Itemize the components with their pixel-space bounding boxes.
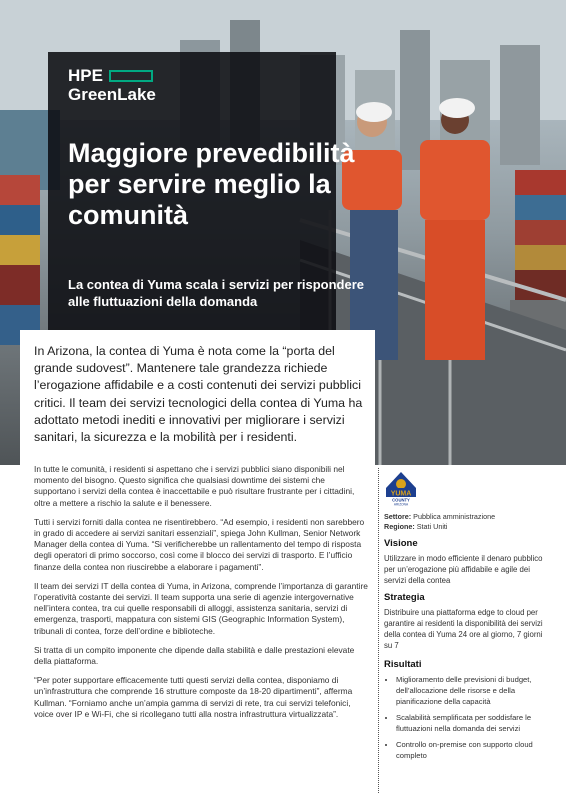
intro-paragraph: In Arizona, la contea di Yuma è nota come la “porta del grande sudovest”. Mantenere tale grandezza richiede l’erogazione affidabile e a costi contenuti dei servizi pubblici critici. Il team dei servizi tecnologici della contea di Yuma ha adottato metodi inediti e innovativi per migliorare i servizi sanitari, la sicurezza e la mobilità per i residenti. — [34, 344, 363, 445]
body-paragraph: Si tratta di un compito imponente che dipende dalla stabilità e dalle prestazioni elevate della piattaforma. — [34, 644, 355, 667]
strategy-section — [384, 592, 549, 651]
vision-text: Utilizzare in modo efficiente il denaro pubblico per un’erogazione più affidabile e agile dei servizi della contea — [384, 554, 543, 585]
hpe-element-icon — [109, 70, 153, 82]
sector-label: Settore: — [384, 512, 412, 521]
page-title: Maggiore prevedibilità per servire meglio la comunità — [68, 138, 355, 230]
sector-value: Pubblica amministrazione — [413, 512, 496, 521]
page-subtitle: La contea di Yuma scala i servizi per rispondere alle fluttuazioni della domanda — [68, 277, 364, 309]
region-value: Stati Uniti — [416, 522, 448, 531]
hpe-greenlake-logo — [68, 66, 156, 104]
brand-hpe: HPE — [68, 66, 103, 85]
body-paragraph: Il team dei servizi IT della contea di Yuma, in Arizona, comprende l’importanza di garantire l’operatività costante dei servizi. Il team supporta una serie di agenzie intergovernative nell’intera contea, tra cui quelle responsabili di alloggi, assistenza sanitaria, servizi di emergenza, trasporti, mappatura con sistemi GIS (Geographic Information System), tribunali di contea, forze dell’ordine e biblioteche. — [34, 580, 368, 636]
region-label: Regione: — [384, 522, 415, 531]
body-column — [34, 464, 369, 728]
results-section — [384, 659, 549, 766]
results-list — [384, 674, 549, 761]
body-paragraph: In tutte le comunità, i residenti si aspettano che i servizi pubblici siano disponibili nel momento del bisogno. Questo significa che qualsiasi downtime dei sistemi che supportano i servizi della contea è inaccettabile e può risultare frustrante per i cittadini, oltre a mettere a rischio la salute e il benessere. — [34, 464, 355, 508]
results-heading: Risultati — [384, 659, 422, 670]
yuma-county-logo — [384, 470, 418, 506]
logo-text: YUMA — [390, 490, 412, 498]
logo-sub: COUNTY — [392, 497, 410, 503]
strategy-text: Distribuire una piattaforma edge to cloud per garantire ai residenti la disponibilità dei servizi della contea di Yuma 24 ore al giorno, 7 giorni su 7 — [384, 608, 543, 650]
sector-meta — [384, 512, 495, 532]
result-item: • Miglioramento delle previsioni di budget, dell’allocazione delle risorse e della pianificazione della capacità — [396, 674, 549, 707]
result-item: • Scalabilità semplificata per soddisfare le fluttuazioni nella domanda dei servizi — [396, 712, 549, 734]
logo-state: ARIZONA — [393, 502, 409, 506]
result-item: • Controllo on-premise con supporto cloud completo — [396, 739, 549, 761]
vision-heading: Visione — [384, 538, 418, 549]
vision-section — [384, 538, 549, 586]
body-paragraph: Tutti i servizi forniti dalla contea ne risentirebbero. “Ad esempio, i residenti non sarebbero in grado di accedere ai servizi sanitari essenziali”, spiega John Kullman, Senior Network Manager della contea di Yuma. “Si verificherebbe un rallentamento del tempo di risposta degli operatori di primo soccorso, così come il blocco dei servizi di trasporto. E l’ufficio finanze della contea non riuscirebbe a elaborare i pagamenti”. — [34, 516, 365, 572]
brand-greenlake: GreenLake — [68, 85, 156, 104]
strategy-heading: Strategia — [384, 592, 425, 603]
body-paragraph: “Per poter supportare efficacemente tutti questi servizi della contea, disponiamo di un’infrastruttura che comprende 16 strutture composte da 18-20 dipartimenti”, afferma Kullman. “Forniamo anche un’ampia gamma di servizi di rete, tra cui servizi telefonici, voice over IP e Wi-Fi, che si ricollegano tutti alla nostra infrastruttura virtualizzata”. — [34, 675, 353, 719]
